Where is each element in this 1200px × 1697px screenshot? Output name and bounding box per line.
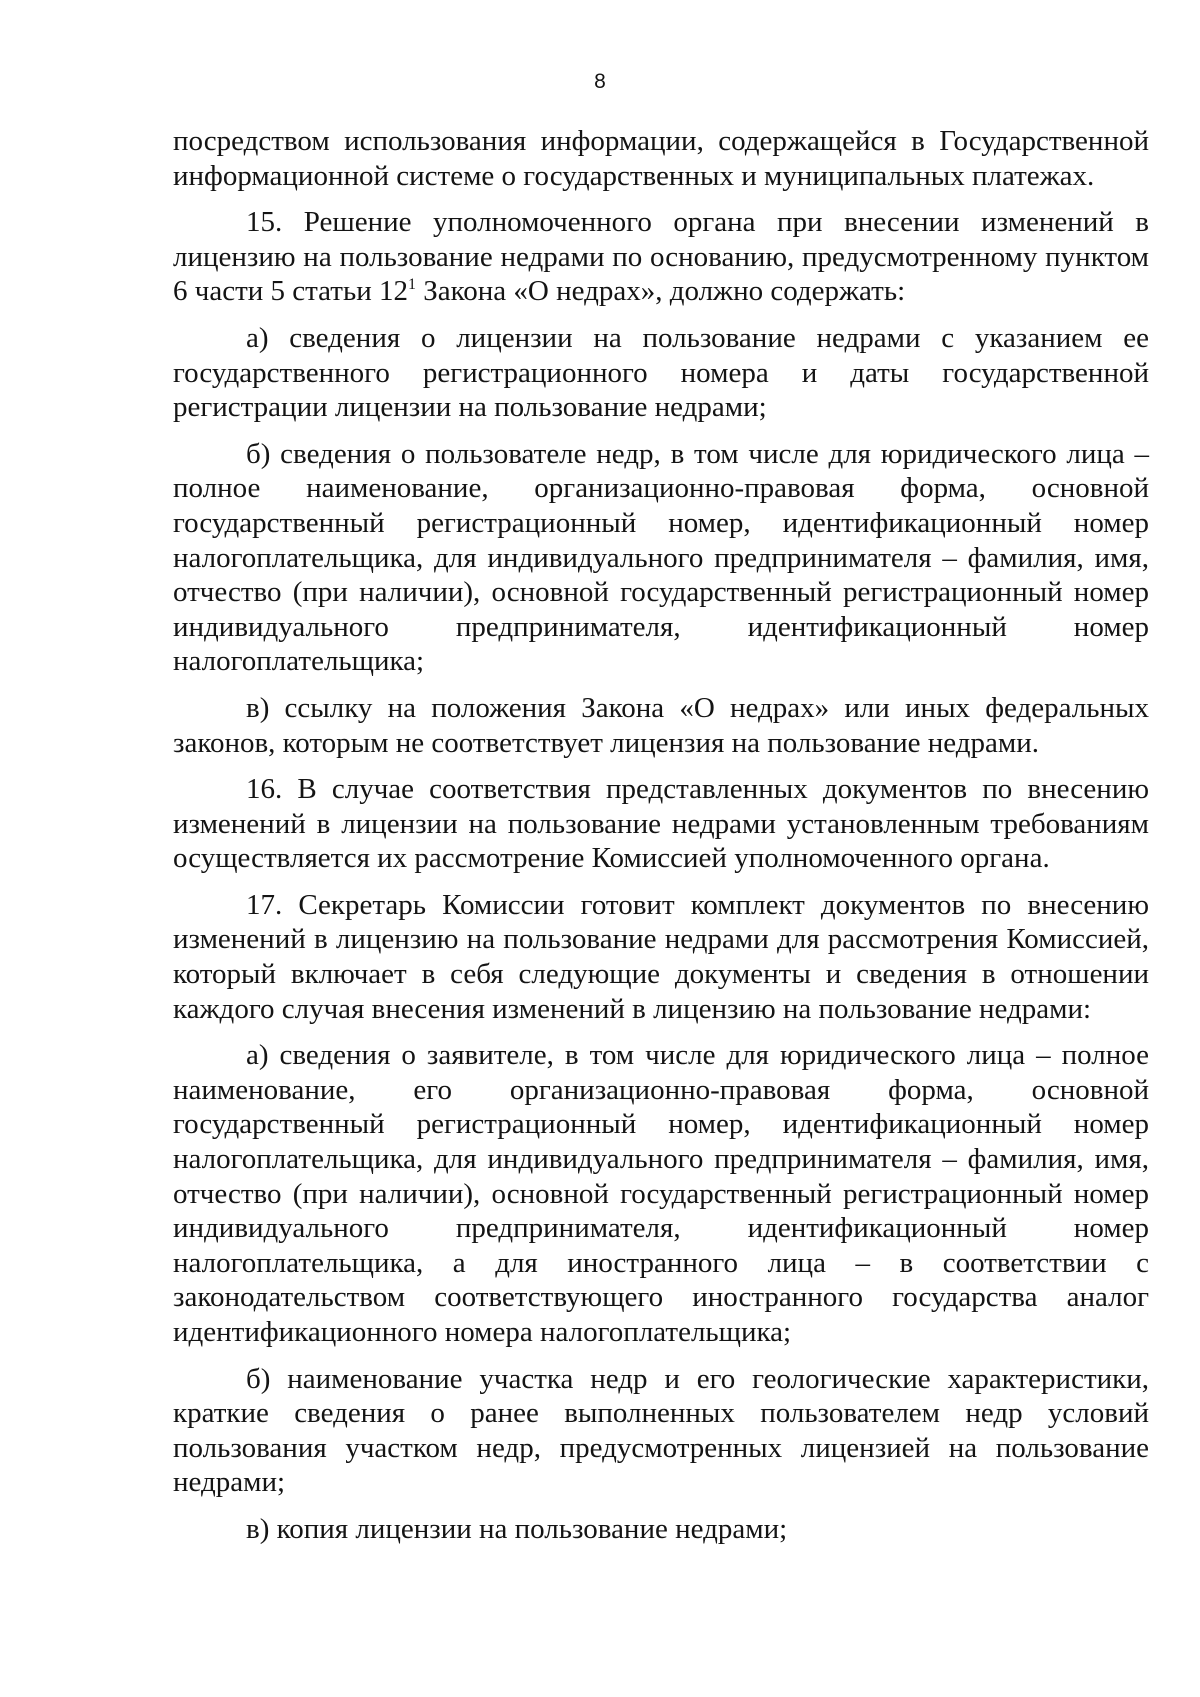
paragraph-16: 16. В случае соответствия представленных документов по внесению изменений в лицензии на пользование недрами установленным требованиям осуществляется их рассмотрение Комиссией уполномоченного органа. (173, 773, 1149, 875)
paragraph-17-item-a: а) сведения о заявителе, в том числе для юридического лица – полное наименование, его организационно-правовая форма, основной государственный регистрационный номер, идентификационный номер налогоплательщика, для индивидуального предпринимателя – фамилия, имя, отчество (при наличии), основной государственный регистрационный номер индивидуального предпринимателя, идентификационный номер налогоплательщика, а для иностранного лица – в соответствии с законодательством соответствующего иностранного государства аналог идентификационного номера налогоплательщика; (173, 1039, 1149, 1348)
paragraph-15-superscript: 1 (407, 276, 416, 294)
paragraph-17: 17. Секретарь Комиссии готовит комплект документов по внесению изменений в лицензию на пользование недрами для рассмотрения Комиссией, который включает в себя следующие документы и сведения в отношении каждого случая внесения изменений в лицензию на пользование недрами: (173, 888, 1149, 1025)
paragraph-15-text-end: Закона «О недрах», должно содержать: (415, 275, 906, 308)
document-body (173, 124, 1149, 1547)
paragraph-15-item-v: в) ссылку на положения Закона «О недрах» или иных федеральных законов, которым не соответствует лицензия на пользование недрами. (173, 691, 1149, 759)
paragraph-15-text: 15. Решение уполномоченного органа при внесении изменений в лицензию на пользование недрами по основанию, предусмотренному пунктом 6 части 5 статьи 12 (173, 206, 1149, 308)
paragraph-17-item-b: б) наименование участка недр и его геологические характеристики, краткие сведения о ранее выполненных пользователем недр условий пользования участком недр, предусмотренных лицензией на пользование недрами; (173, 1362, 1149, 1499)
paragraph-15-item-a: а) сведения о лицензии на пользование недрами с указанием ее государственного регистрационного номера и даты государственной регистрации лицензии на пользование недрами; (173, 321, 1149, 424)
page-number: 8 (594, 70, 606, 93)
paragraph-17-item-v: в) копия лицензии на пользование недрами; (246, 1512, 788, 1545)
paragraph-continuation: посредством использования информации, содержащейся в Государственной информационной системе о государственных и муниципальных платежах. (173, 125, 1149, 192)
paragraph-15-item-b: б) сведения о пользователе недр, в том числе для юридического лица – полное наименование, организационно-правовая форма, основной государственный регистрационный номер, идентификационный номер налогоплательщика, для индивидуального предпринимателя – фамилия, имя, отчество (при наличии), основной государственный регистрационный номер индивидуального предпринимателя, идентификационный номер налогоплательщика; (173, 437, 1149, 678)
paragraph-15 (173, 205, 1149, 309)
